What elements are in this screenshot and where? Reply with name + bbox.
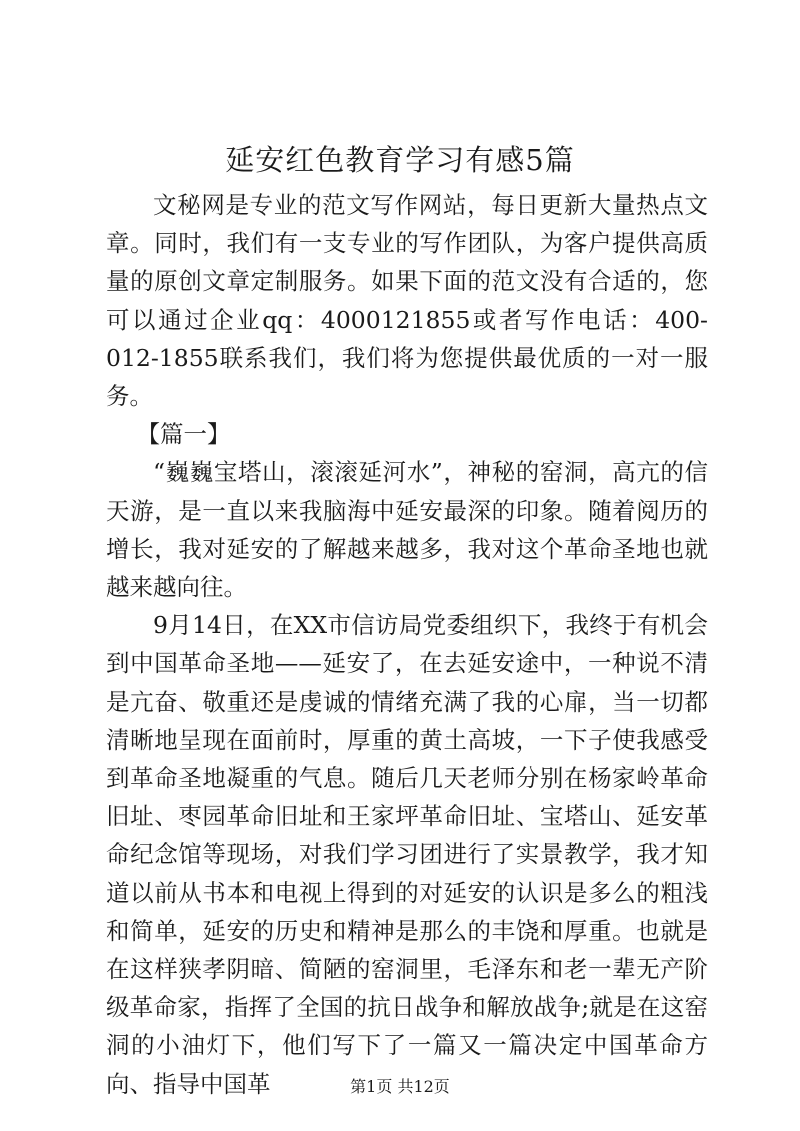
document-body bbox=[106, 186, 708, 1103]
page-footer: 第1页 共12页 bbox=[350, 1077, 450, 1096]
intro-paragraph: 文秘网是专业的范文写作网站，每日更新大量热点文章。同时，我们有一支专业的写作团队，为客户提供高质量的原创文章定制服务。如果下面的范文没有合适的，您可以通过企业qq：4000121855或者写作电话：400-012-1855联系我们，我们将为您提供最优质的一对一服务。 bbox=[106, 191, 708, 411]
body-paragraph-2: 9月14日，在XX市信访局党委组织下，我终于有机会到中国革命圣地——延安了，在去延安途中，一种说不清是亢奋、敬重还是虔诚的情绪充满了我的心扉，当一切都清晰地呈现在面前时，厚重的黄土高坡，一下子使我感受到革命圣地凝重的气息。随后几天老师分别在杨家岭革命旧址、枣园革命旧址和王家坪革命旧址、宝塔山、延安革命纪念馆等现场，对我们学习团进行了实景教学，我才知道以前从书本和电视上得到的对延安的认识是多么的粗浅和简单，延安的历史和精神是那么的丰饶和厚重。也就是在这样狭孝阴暗、简陋的窑洞里，毛泽东和老一辈无产阶级革命家，指挥了全国的抗日战争和解放战争;就是在这窑洞的小油灯下，他们写下了一篇又一篇决定中国革命方向、指导中国革 bbox=[106, 611, 708, 1098]
document-title: 延安红色教育学习有感5篇 bbox=[225, 143, 575, 177]
section-heading: 【篇一】 bbox=[136, 420, 231, 449]
body-paragraph-1: “巍巍宝塔山，滚滚延河水”，神秘的窑洞，高亢的信天游，是一直以来我脑海中延安最深的印象。随着阅历的增长，我对延安的了解越来越多，我对这个革命圣地也就越来越向往。 bbox=[106, 458, 708, 602]
